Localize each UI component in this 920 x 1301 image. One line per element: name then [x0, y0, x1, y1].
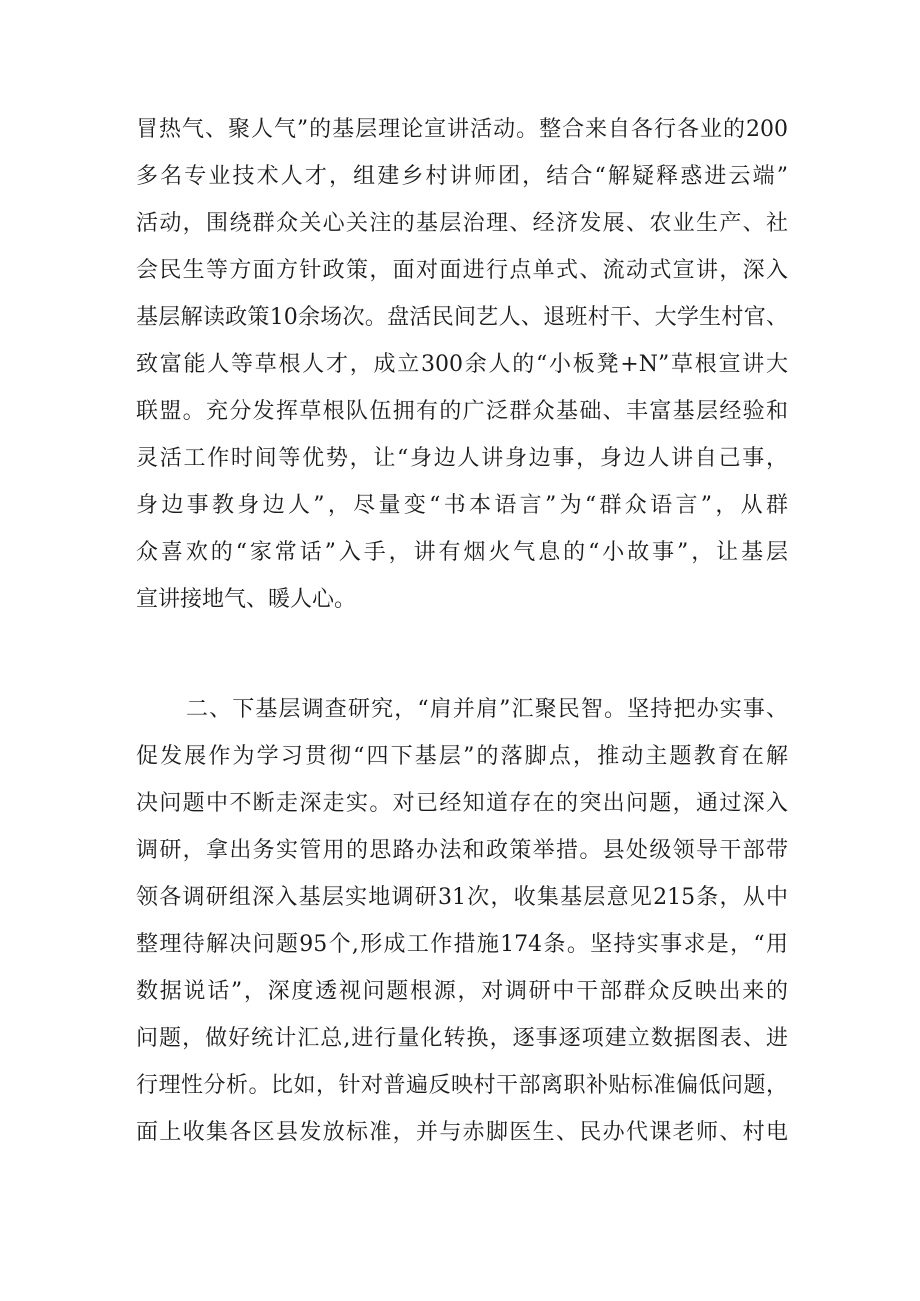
paragraph-1-line-2: 多名专业技术人才，组建乡村讲师团，结合“解疑释惑进云端”: [136, 164, 788, 189]
paragraph-2-line-7: 数据说话”，深度透视问题根源，对调研中干部群众反映出来的: [136, 979, 788, 1004]
paragraph-1-line-4: 会民生等方面方针政策，面对面进行点单式、流动式宣讲，深入: [136, 258, 788, 283]
paragraph-1-line-8: 灵活工作时间等优势，让“身边人讲身边事，身边人讲自己事，: [136, 446, 788, 471]
paragraph-1-line-7: 联盟。充分发挥草根队伍拥有的广泛群众基础、丰富基层经验和: [136, 399, 788, 424]
paragraph-2-line-1: 二、下基层调查研究，“肩并肩”汇聚民智。坚持把办实事、: [186, 697, 788, 722]
paragraph-2-line-4: 调研，拿出务实管用的思路办法和政策举措。县处级领导干部带: [136, 838, 788, 863]
paragraph-2-line-8: 问题，做好统计汇总,进行量化转换，逐事逐项建立数据图表、进: [136, 1026, 788, 1051]
paragraph-1-line-10: 众喜欢的“家常话”入手，讲有烟火气息的“小故事”，让基层: [136, 540, 788, 565]
paragraph-2-line-6: 整理待解决问题95个,形成工作措施174条。坚持实事求是，“用: [136, 932, 788, 957]
paragraph-1-line-9: 身边事教身边人”，尽量变“书本语言”为“群众语言”，从群: [136, 493, 788, 518]
paragraph-1-line-6: 致富能人等草根人才，成立300余人的“小板凳+N”草根宣讲大: [136, 352, 788, 377]
paragraph-2-line-2: 促发展作为学习贯彻“四下基层”的落脚点，推动主题教育在解: [136, 744, 788, 769]
paragraph-2-line-5: 领各调研组深入基层实地调研31次，收集基层意见215条，从中: [136, 885, 788, 910]
paragraph-2-line-3: 决问题中不断走深走实。对已经知道存在的突出问题，通过深入: [136, 791, 788, 816]
paragraph-2-line-10: 面上收集各区县发放标准，并与赤脚医生、民办代课老师、村电: [136, 1120, 788, 1145]
paragraph-1-line-11: 宣讲接地气、暖人心。: [136, 587, 357, 612]
paragraph-1-line-3: 活动，围绕群众关心关注的基层治理、经济发展、农业生产、社: [136, 211, 788, 236]
paragraph-1-line-5: 基层解读政策10余场次。盘活民间艺人、退班村干、大学生村官、: [136, 305, 788, 330]
paragraph-1-line-1: 冒热气、聚人气”的基层理论宣讲活动。整合来自各行各业的200: [136, 117, 788, 142]
paragraph-2-line-9: 行理性分析。比如，针对普遍反映村干部离职补贴标准偏低问题，: [136, 1073, 788, 1098]
